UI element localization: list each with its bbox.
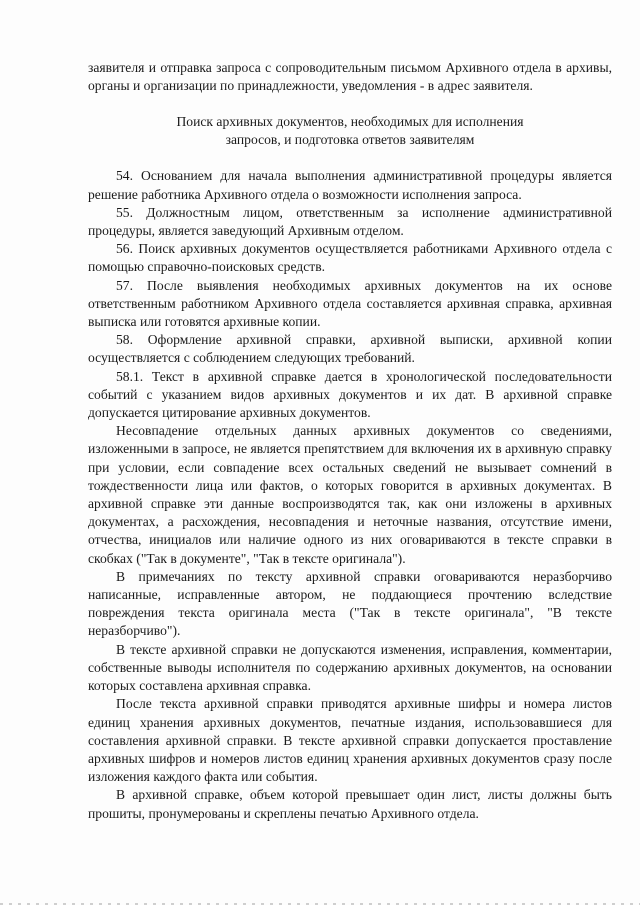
paragraph-stitching: В архивной справке, объем которой превышает один лист, листы должны быть прошиты, пронумерованы и скреплены печатью Архивного отдела.: [88, 787, 612, 821]
paragraph-54: 54. Основанием для начала выполнения административной процедуры является решение работника Архивного отдела о возможности исполнения запроса.: [88, 168, 612, 202]
paragraph-mismatch: Несовпадение отдельных данных архивных документов со сведениями, изложенными в запросе, не является препятствием для включения их в архивную справку при условии, если совпадение всех остальных сведений не вызывает сомнений в тождественности лица или фактов, о которых говорится в архивных документах. В архивной справке эти данные воспроизводятся так, как они изложены в архивных документах, а расхождения, несовпадения и неточные названия, отсутствие имени, отчества, инициалов или наличие одного из них оговариваются в тексте справки в скобках ("Так в документе", "Так в тексте оригинала").: [88, 423, 612, 566]
intro-paragraph: заявителя и отправка запроса с сопроводительным письмом Архивного отдела в архивы, органы и организации по принадлежности, уведомления - в адрес заявителя.: [88, 60, 612, 94]
section-heading-line-1: Поиск архивных документов, необходимых для исполнения: [176, 114, 524, 130]
paragraph-notes: В примечаниях по тексту архивной справки оговариваются неразборчиво написанные, исправленные автором, не поддающиеся прочтению вследствие повреждения текста оригинала места ("Так в тексте оригинала", "В тексте неразборчиво").: [88, 568, 612, 639]
paragraph-57: 57. После выявления необходимых архивных документов на их основе ответственным работником Архивного отдела составляется архивная справка, архивная выписка или готовятся архивные копии.: [88, 277, 612, 330]
paragraph-58: 58. Оформление архивной справки, архивной выписки, архивной копии осуществляется с соблюдением следующих требований.: [88, 332, 612, 366]
paragraph-no-changes: В тексте архивной справки не допускаются изменения, исправления, комментарии, собственные выводы исполнителя по содержанию архивных документов, на основании которых составлена архивная справка.: [88, 641, 612, 694]
section-heading: [88, 113, 612, 149]
section-heading-line-2: запросов, и подготовка ответов заявителям: [225, 132, 475, 148]
paragraph-58-1: 58.1. Текст в архивной справке дается в хронологической последовательности событий с указанием видов архивных документов и их дат. В архивной справке допускается цитирование архивных документов.: [88, 368, 612, 421]
document-body: [88, 59, 612, 823]
paragraph-archive-codes: После текста архивной справки приводятся архивные шифры и номера листов единиц хранения архивных документов, печатные издания, использовавшиеся для составления архивной справки. В тексте архивной справки допускается проставление архивных шифров и номеров листов единиц хранения архивных документов сразу после изложения каждого факта или события.: [88, 696, 612, 785]
paragraph-55: 55. Должностным лицом, ответственным за исполнение административной процедуры, является заведующий Архивным отделом.: [88, 204, 612, 239]
paragraph-56: 56. Поиск архивных документов осуществляется работниками Архивного отдела с помощью справочно-поисковых средств.: [88, 241, 612, 275]
